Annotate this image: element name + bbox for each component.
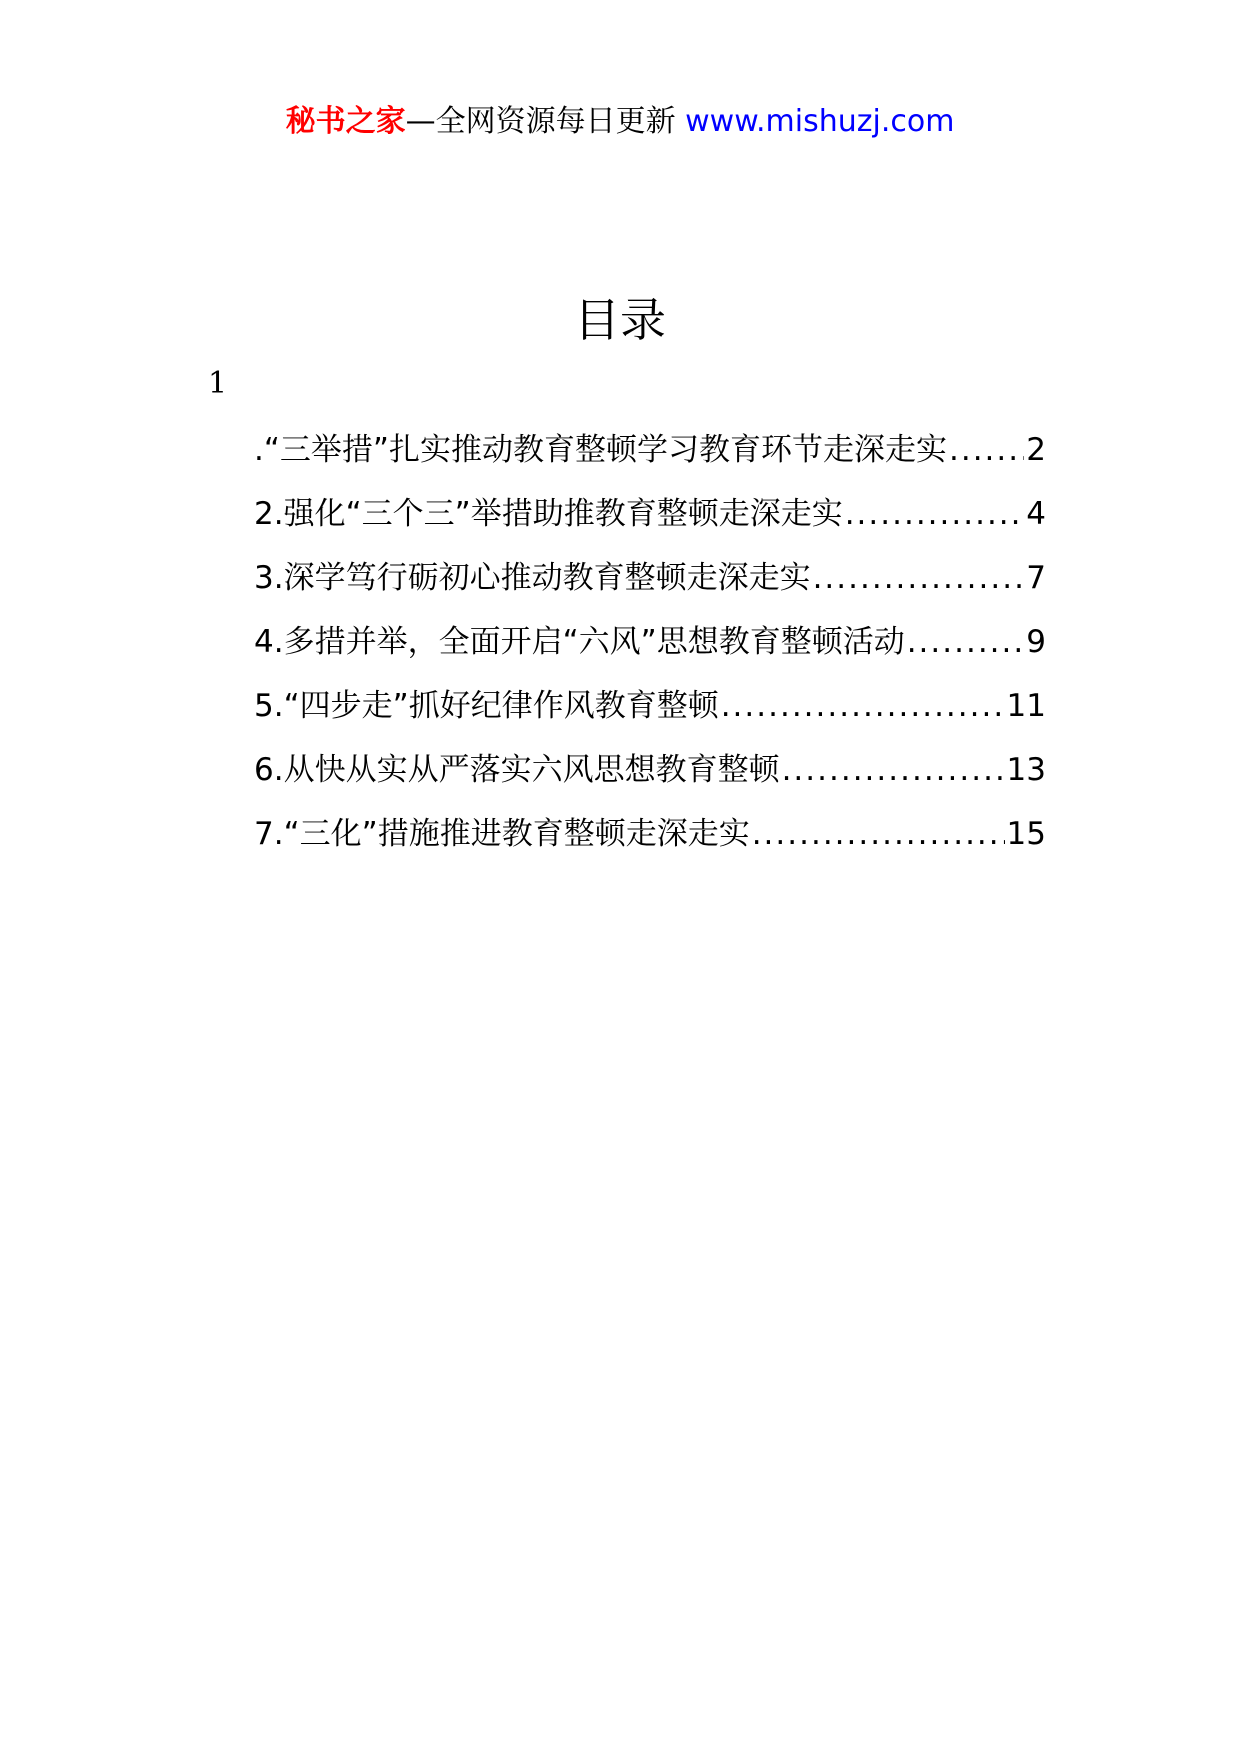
toc-entry-page: 11 [1006, 688, 1046, 724]
header-tagline: —全网资源每日更新 [405, 104, 676, 139]
toc-dot-leader [721, 681, 1005, 731]
toc-entry-title: .“三举措”扎实推动教育整顿学习教育环节走深走实 [254, 432, 947, 468]
toc-dot-leader [845, 489, 1025, 539]
toc-entry-title: 5.“四步走”抓好纪律作风教育整顿 [254, 688, 719, 724]
toc-dot-leader [949, 425, 1024, 475]
toc-entry-page: 13 [1006, 752, 1046, 788]
toc-entry-page: 4 [1026, 496, 1046, 532]
toc-entry[interactable] [254, 425, 1046, 489]
toc-dot-leader [782, 745, 1005, 795]
toc-entry[interactable] [254, 489, 1046, 553]
header-banner [0, 100, 1240, 144]
page-title: 目录 [574, 293, 666, 347]
toc-entry-page: 7 [1026, 560, 1046, 596]
site-url-link[interactable]: www.mishuzj.com [685, 104, 955, 139]
toc-entry[interactable] [254, 617, 1046, 681]
toc-entry-page: 2 [1026, 432, 1046, 468]
toc-entry[interactable] [254, 745, 1046, 809]
toc-entry[interactable] [254, 809, 1046, 873]
stray-page-number: 1 [208, 366, 228, 401]
toc-entry-title: 4.多措并举，全面开启“六风”思想教育整顿活动 [254, 624, 905, 660]
toc-entry-title: 3.深学笃行砺初心推动教育整顿走深走实 [254, 560, 811, 596]
toc-entry[interactable] [254, 553, 1046, 617]
toc-entry[interactable] [254, 681, 1046, 745]
toc-entry-page: 15 [1006, 816, 1046, 852]
toc-entry-page: 9 [1026, 624, 1046, 660]
toc-entry-title: 7.“三化”措施推进教育整顿走深走实 [254, 816, 750, 852]
toc-dot-leader [813, 553, 1025, 603]
toc-entry-title: 6.从快从实从严落实六风思想教育整顿 [254, 752, 780, 788]
toc-entry-title: 2.强化“三个三”举措助推教育整顿走深走实 [254, 496, 843, 532]
table-of-contents [254, 425, 1046, 873]
brand-name: 秘书之家 [285, 104, 406, 139]
toc-dot-leader [752, 809, 1005, 859]
toc-dot-leader [907, 617, 1025, 667]
